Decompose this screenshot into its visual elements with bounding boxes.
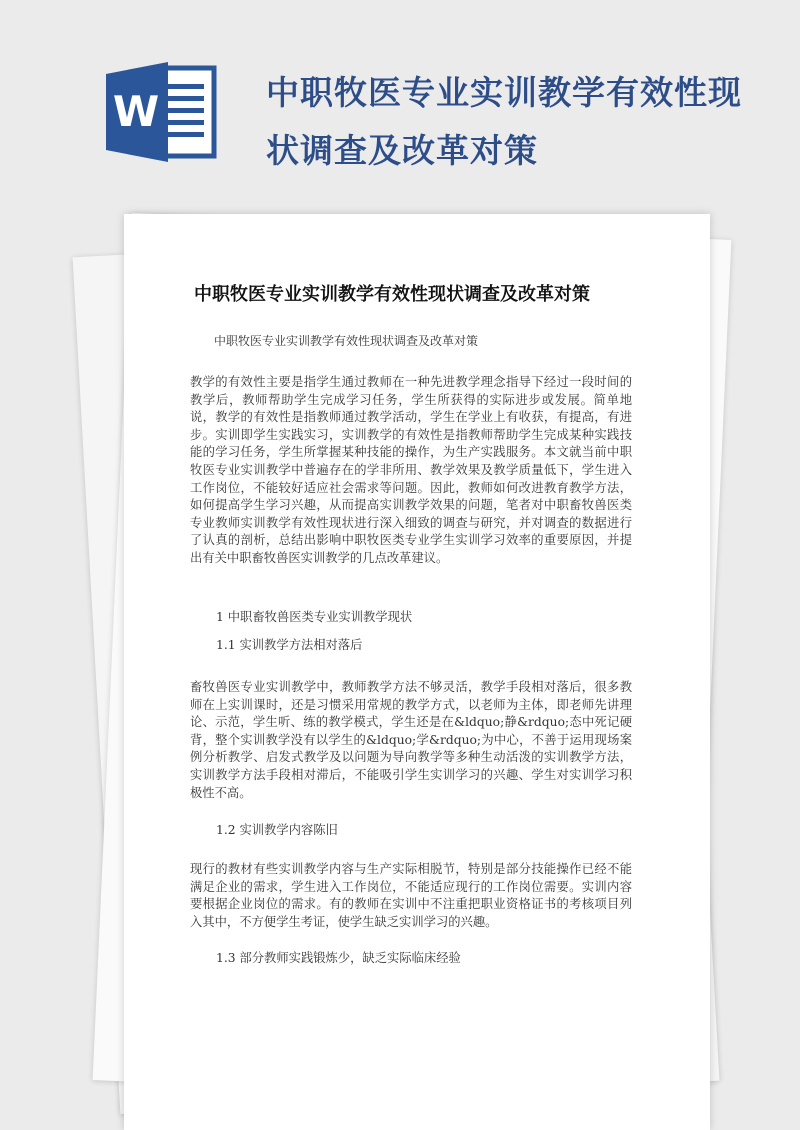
document-title: 中职牧医专业实训教学有效性现状调查及改革对策 <box>194 284 590 305</box>
section-heading-1: 1 中职畜牧兽医类专业实训教学现状 <box>216 610 413 624</box>
section-heading-1-1: 1.1 实训教学方法相对落后 <box>216 638 363 652</box>
header-title: 中职牧医专业实训教学有效性现状调查及改革对策 <box>266 73 742 170</box>
section-heading-1-2: 1.2 实训教学内容陈旧 <box>216 823 338 837</box>
paragraph-content: 现行的教材有些实训教学内容与生产实际相脱节，特别是部分技能操作已经不能满足企业的需求，学生进入工作岗位，不能适应现行的工作岗位需要。实训内容要根据企业岗位的需求。有的教师在实训中不注重把职业资格证书的考核项目列入其中，不方便学生考证，使学生缺乏实训学习的兴趣。 <box>190 862 632 929</box>
document-page <box>124 214 710 1130</box>
word-icon <box>106 62 218 162</box>
section-heading-1-3: 1.3 部分教师实践锻炼少，缺乏实际临床经验 <box>216 951 461 965</box>
word-icon-letter: W <box>112 87 160 136</box>
paragraph-intro: 教学的有效性主要是指学生通过教师在一种先进教学理念指导下经过一段时间的教学后，教师帮助学生完成学习任务，学生所获得的实际进步或发展。简单地说，教学的有效性是指教师通过教学活动，学生在学业上有收获，有提高，有进步。实训即学生实践实习，实训教学的有效性是指教师帮助学生完成某种实践技能的学习任务，学生所掌握某种技能的操作，为生产实践服务。本文就当前中职牧医专业实训教学中普遍存在的学非所用、教学效果及教学质量低下，学生进入工作岗位，不能较好适应社会需求等问题。因此，教师如何改进教育教学方法，如何提高学生学习兴趣，从而提高实训教学效果的问题，笔者对中职畜牧兽医类专业教师实训教学有效性现状进行深入细致的调查与研究，并对调查的数据进行了认真的剖析，总结出影响中职牧医类专业学生实训学习效率的重要原因，并提出有关中职畜牧兽医实训教学的几点改革建议。 <box>190 375 632 565</box>
paragraph-methods: 畜牧兽医专业实训教学中，教师教学方法不够灵活，教学手段相对落后，很多教师在上实训课时，还是习惯采用常规的教学方式，以老师为主体，即老师先讲理论、示范，学生听、练的教学模式，学生还是在&ldquo;静&rdquo;态中死记硬背，整个实训教学没有以学生的&ldquo;学&rdquo;为中心，不善于运用现场案例分析教学、启发式教学及以问题为导向教学等多种生动活泼的实训教学方法，实训教学方法手段相对滞后，不能吸引学生实训学习的兴趣、学生对实训学习积极性不高。 <box>190 680 632 800</box>
document-subtitle: 中职牧医专业实训教学有效性现状调查及改革对策 <box>214 334 479 348</box>
